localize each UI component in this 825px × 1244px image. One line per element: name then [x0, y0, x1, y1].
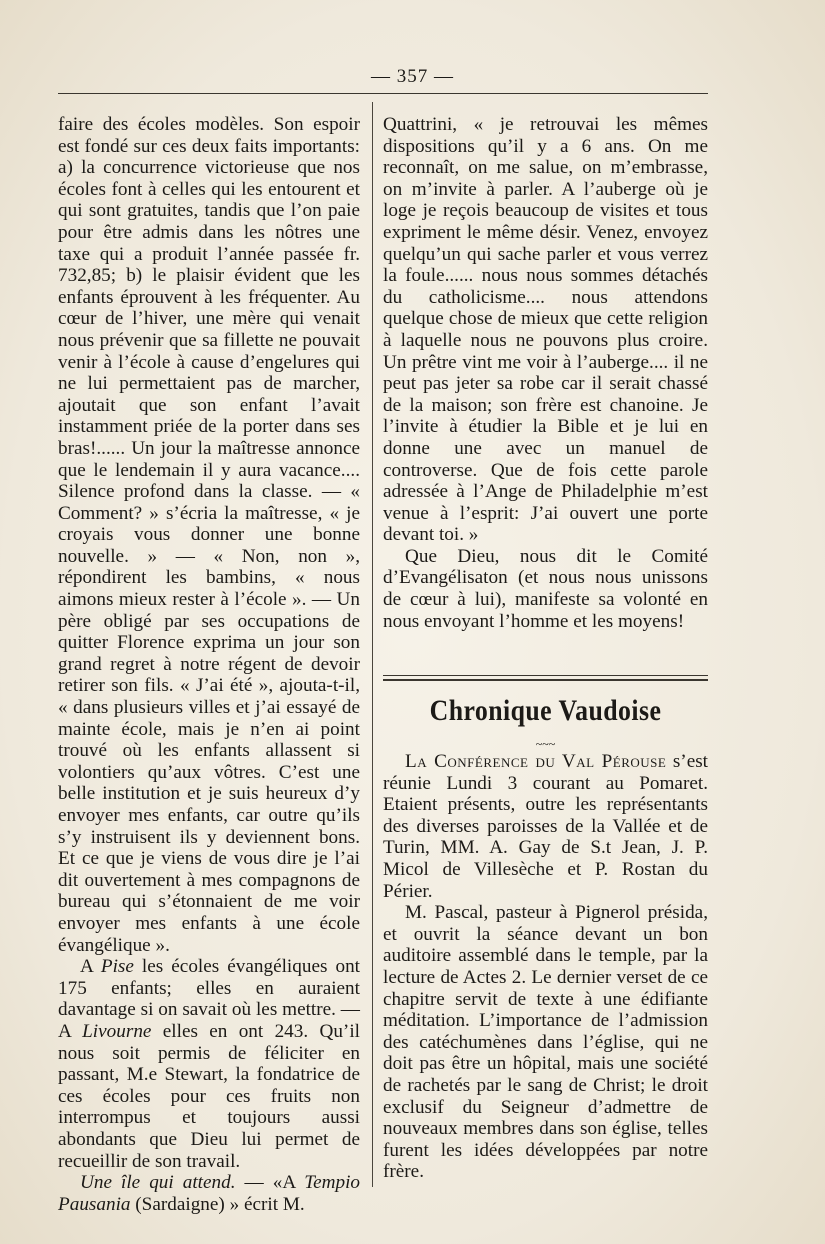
right-paragraph-1: Quattrini, « je retrouvai les mêmes dispositions qu’il y a 6 ans. On me reconnaît, on me salue, on m’embrasse, on m’invite à parler. A l’auberge où je loge je reçois beaucoup de visites et tous expriment le même désir. Venez, envoyez quelqu’un qui sache parler et vous verrez la foule...... nous nous sommes détachés du catholicisme.... nous attendons quelque chose de mieux que cette religion à laquelle nous ne pouvons plus croire. Un prêtre vint me voir à l’auberge.... il ne peut pas jeter sa robe car il serait chassé de la maison; son frère est chanoine. Je l’invite à étudier la Bible et je lui en donne une avec un manuel de controverse. Que de fois cette parole adressée à l’Ange de Philadelphie m’est venue à l’esprit: J’ai ouvert une porte devant toi. »: [383, 114, 708, 546]
left-paragraph-2: [58, 956, 360, 1172]
left-p3-text-b: — «A: [235, 1172, 305, 1194]
ornament-flourish: ~~~: [535, 737, 556, 751]
header-rule: [58, 93, 708, 94]
subheading-une-ile: Une île qui attend.: [80, 1172, 236, 1194]
left-p2-text-c: elles en ont 243. Qu’il nous soit permis de féliciter en passant, M.e Stewart, la fondatrice de ces écoles pour ces fruits non interrompus et toujours aussi abondants que Dieu lui permet de recueillir de son travail.: [58, 1020, 360, 1172]
right-p3-rest: s’est réunie Lundi 3 courant au Pomaret. Etaient présents, outre les représentants des diverses paroisses de la Vallée et de Turin, MM. A. Gay de S.t Jean, J. P. Micol de Villesèche et P. Rostan du Périer.: [383, 751, 709, 902]
left-column: [58, 114, 360, 1215]
column-divider: [372, 102, 373, 1187]
section-rule-thin: [383, 675, 708, 676]
page-number: — 357 —: [371, 66, 454, 87]
place-tempio: Tempio Pausania: [58, 1172, 360, 1215]
right-column-upper: [383, 114, 708, 632]
section-rule-thick: [383, 679, 708, 681]
left-p2-text-b: les écoles évangéliques ont 175 enfants; elles en auraient davantage si on savait où les mettre. — A: [58, 956, 360, 1042]
place-livourne: Livourne: [82, 1020, 152, 1042]
conference-lead: La Conférence du Val Pérouse: [405, 751, 667, 772]
place-pise: Pise: [100, 956, 134, 978]
right-column-lower: [383, 751, 708, 1183]
left-p2-text-a: A: [80, 956, 101, 978]
right-paragraph-2: Que Dieu, nous dit le Comité d’Evangélisaton (et nous nous unissons de cœur à lui), manifeste sa volonté en nous envoyant l’homme et les moyens!: [383, 545, 708, 632]
right-paragraph-4: M. Pascal, pasteur à Pignerol présida, et ouvrit la séance devant un bon auditoire assemblé dans le temple, par la lecture de Actes 2. Le dernier verset de ce chapitre servit de texte à une édifiante méditation. L’importance de l’admission des catéchumènes dans l’église, qui ne doit pas être un hôpital, mais une société de rachetés par le sang de Christ; le droit exclusif du Seigneur d’admettre de nouveaux membres dans son église, telles furent les idées développées par notre frère.: [383, 902, 708, 1183]
left-paragraph-3: [58, 1172, 360, 1215]
right-paragraph-3: [383, 751, 708, 902]
left-paragraph-1: faire des écoles modèles. Son espoir est fondé sur ces deux faits importants: a) la concurrence victorieuse que nos écoles font à celles qui les entourent et qui sont gratuites, tandis que l’on paie pour être admis dans les nôtres une taxe qui a produit l’année passée fr. 732,85; b) le plaisir évident que les enfants éprouvent à les fréquenter. Au cœur de l’hiver, une mère qui venait nous prévenir que sa fillette ne pouvait venir à l’école à cause d’engelures qui ne lui permettaient pas de marcher, ajoutait que son enfant l’avait instamment priée de la porter dans ses bras!...... Un jour la maîtresse annonce que le lendemain il y aura vacance.... Silence profond dans la classe. — « Comment? » s’écria la maîtresse, « je croyais vous donner une bonne nouvelle. » — « Non, non », répondirent les bambins, « nous aimons mieux rester à l’école ». — Un père obligé par ses occupations de quitter Florence exprima un jour son grand regret à notre régent de devoir retirer son fils. « J’ai été », ajouta-t-il, « dans plusieurs villes et j’ai essayé de mainte école, mais je n’en ai point trouvé où les enfants allassent si volontiers qu’aux vôtres. C’est une belle institution et je suis heureux d’y envoyer mes enfants, car outre qu’ils s’y instruisent ils y deviennent bons. Et ce que je viens de vous dire je l’ai dit ouvertement à mes compagnons de bureau qui s’étonnaient de me voir envoyer mes enfants à une école évangélique ».: [58, 114, 360, 956]
left-p3-text-d: (Sardaigne) » écrit M.: [130, 1193, 305, 1215]
section-title: Chronique Vaudoise: [429, 694, 662, 727]
